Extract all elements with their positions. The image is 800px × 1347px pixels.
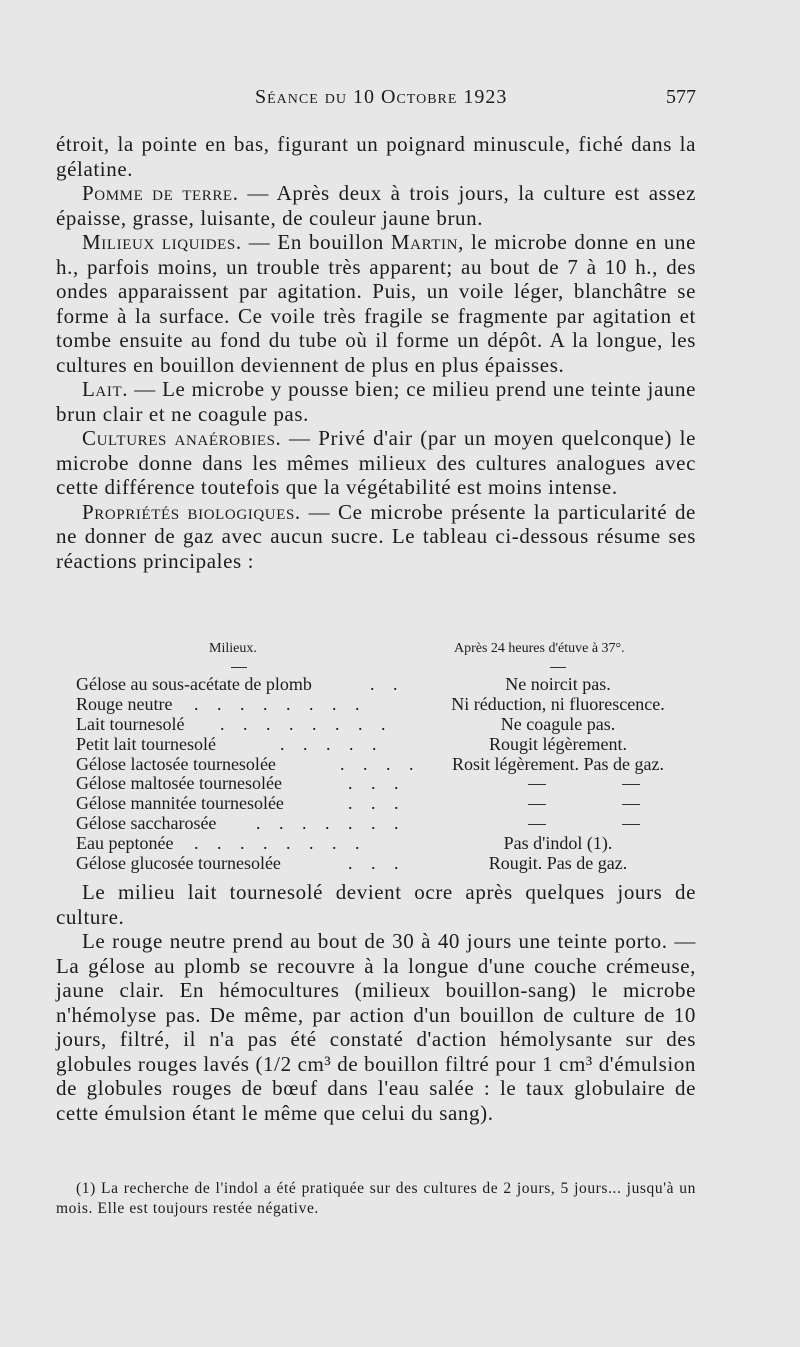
paragraph-text: — Privé d'air (par un moyen quelconque) le microbe donne dans les mêmes milieux des cultures analogues avec cette différence toutefois que la végétabilité est moins intense. — [56, 426, 696, 499]
result-cell: Rougit. Pas de gaz. — [488, 853, 628, 874]
leader-dots: . . . . . . . — [256, 813, 406, 834]
milieu-cell: Lait tournesolé — [76, 713, 185, 734]
table-row — [76, 854, 700, 874]
result-cell: Ne noircit pas. — [505, 674, 611, 694]
milieu-cell: Gélose mannitée tournesolée — [76, 793, 284, 814]
result-dash — [528, 784, 546, 785]
milieu-cell: Eau peptonée — [76, 833, 174, 854]
leader-dots: . . . . . . . . — [220, 713, 393, 734]
header-rule — [76, 661, 700, 675]
paragraph — [56, 132, 696, 181]
paragraph-text: — Après deux à trois jours, la culture est assez épaisse, grasse, luisante, de couleur jaune brun. — [56, 181, 696, 230]
milieu-cell: Gélose glucosée tournesolée — [76, 853, 281, 874]
result-dash — [622, 784, 640, 785]
author-name: Martin — [390, 230, 459, 254]
paragraph — [56, 500, 696, 574]
paragraph-text: , le microbe donne en une h., parfois moins, un trouble très apparent; au bout de 7 à 10 h., des ondes apparaissent par agitation. Puis, un voile léger, blanchâtre se forme à la surface. Ce voile très fragile se fragmente par agitation et tombe ensuite au fond du tube où il forme un dépôt. A la longue, les cultures en bouillon deviennent de plus en plus épaisses. — [56, 230, 696, 377]
milieu-cell: Petit lait tournesolé — [76, 733, 216, 754]
milieu-cell: Gélose maltosée tournesolée — [76, 773, 282, 794]
table-row — [76, 695, 700, 715]
leader-dots: . . — [370, 674, 405, 694]
result-cell: Ni réduction, ni fluorescence. — [451, 693, 665, 714]
table-row — [76, 794, 700, 814]
leader-dots: . . . — [348, 773, 406, 794]
result-cell: Ne coagule pas. — [500, 713, 616, 734]
result-dash — [528, 804, 546, 805]
paragraph-text: étroit, la pointe en bas, figurant un poignard minuscule, fiché dans la gélatine. — [56, 132, 696, 181]
paragraph — [56, 377, 696, 426]
result-cell: Rougit légèrement. — [489, 733, 627, 754]
leader-dots: . . . — [348, 853, 406, 874]
page-number: 577 — [666, 86, 696, 108]
body-text — [56, 132, 696, 573]
paragraph: Le milieu lait tournesolé devient ocre après quelques jours de culture. — [56, 880, 696, 929]
section-lead: Pomme de terre. — [82, 181, 239, 205]
running-header — [0, 86, 800, 116]
leader-dots: . . . . . . . . — [194, 833, 367, 854]
paragraph: Le rouge neutre prend au bout de 30 à 40 jours une teinte porto. — La gélose au plomb se recouvre à la longue d'une couche crémeuse, jaune clair. En hémocultures (milieux bouillon-sang) le microbe n'hémolyse pas. De même, par action d'un bouillon de culture de 10 jours, filtré, il n'a pas été constaté d'action hémolysante sur des globules rouges lavés (1/2 cm³ de bouillon filtré pour 1 cm³ d'émulsion de globules rouges de bœuf dans l'eau salée : le taux globulaire de cette émulsion étant le même que celui du sang). — [56, 929, 696, 1125]
paragraph — [56, 426, 696, 500]
reactions-table — [76, 639, 700, 874]
section-lead: Propriétés biologiques. — [82, 499, 301, 524]
header-dash — [550, 667, 566, 668]
paragraph — [56, 230, 696, 377]
table-row — [76, 814, 700, 834]
header-dash — [231, 667, 247, 668]
paragraph — [56, 181, 696, 230]
leader-dots: . . . . . . . . — [194, 693, 367, 714]
footnote: (1) La recherche de l'indol a été pratiquée sur des cultures de 2 jours, 5 jours... jusqu'à un mois. Elle est toujours restée négative. — [56, 1180, 696, 1217]
milieu-cell: Gélose au sous-acétate de plomb — [76, 674, 312, 694]
result-cell: Pas d'indol (1). — [503, 833, 613, 854]
table-header — [76, 639, 700, 661]
table-row — [76, 715, 700, 735]
milieu-cell: Rouge neutre — [76, 693, 173, 714]
milieu-cell: Gélose saccharosée — [76, 813, 217, 834]
table-row — [76, 834, 700, 854]
table-row — [76, 755, 700, 775]
table-row — [76, 735, 700, 755]
paragraph-text: — Ce microbe présente la particularité de ne donner de gaz avec aucun sucre. Le tableau ci-dessous résume ses réactions principales : — [56, 499, 696, 573]
section-lead: Cultures anaérobies. — [82, 426, 282, 450]
leader-dots: . . . — [348, 793, 406, 814]
result-dash — [622, 824, 640, 825]
result-dash — [622, 804, 640, 805]
section-lead: Milieux liquides. — [82, 230, 242, 254]
leader-dots: . . . . — [340, 753, 421, 774]
result-dash — [528, 824, 546, 825]
body-text-continued — [56, 880, 696, 1125]
paragraph-text: — Le microbe y pousse bien; ce milieu prend une teinte jaune brun clair et ne coagule pas. — [56, 377, 696, 426]
result-cell: Rosit légèrement. Pas de gaz. — [452, 753, 664, 774]
paragraph-text: — En bouillon — [241, 230, 391, 254]
milieu-cell: Gélose lactosée tournesolée — [76, 753, 276, 774]
header-title: Séance du 10 Octobre 1923 — [255, 86, 508, 108]
column-header-result: Après 24 heures d'étuve à 37°. — [454, 641, 625, 656]
section-lead: Lait. — [82, 377, 129, 401]
table-row — [76, 774, 700, 794]
column-header-milieux: Milieux. — [209, 641, 257, 656]
table-row — [76, 675, 700, 695]
leader-dots: . . . . . — [280, 733, 384, 754]
